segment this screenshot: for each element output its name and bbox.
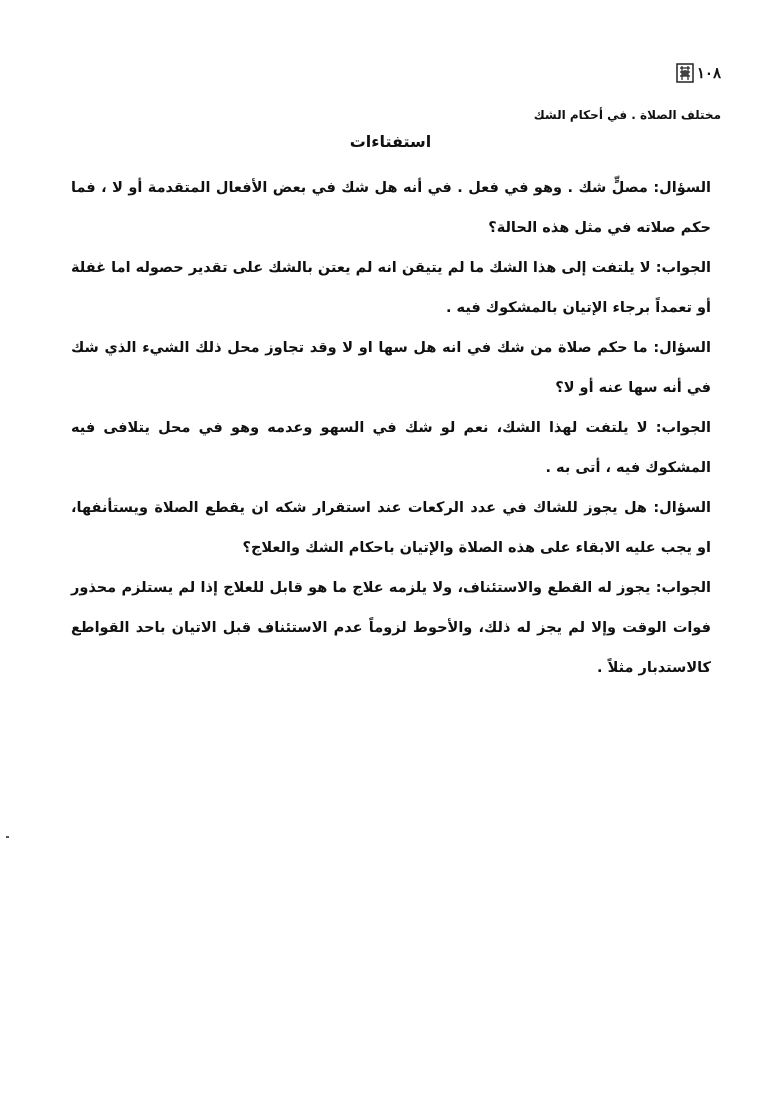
entry-label: السؤال: (653, 180, 711, 196)
entry-text: هل يجوز للشاك في عدد الركعات عند استقرار شكه ان يقطع الصلاة ويستأنفها، او يجب عليه الابقاء على هذه الصلاة والإتيان باحكام الشك والعلاج؟ (71, 500, 711, 556)
running-title: مختلف الصلاة . في أحكام الشك (533, 108, 721, 122)
qa-entry (71, 488, 711, 568)
qa-entry (71, 168, 711, 248)
page-number (675, 62, 721, 84)
page-number-text: ١٠٨ (696, 64, 721, 82)
qa-entry (71, 328, 711, 408)
entry-label: السؤال: (653, 500, 711, 516)
qa-content (71, 168, 711, 688)
entry-label: السؤال: (653, 340, 711, 356)
entry-label: الجواب: (655, 580, 711, 596)
qa-entry (71, 248, 711, 328)
section-title: استفتاءات (349, 132, 432, 151)
page-header (421, 62, 721, 122)
scan-speck (6, 836, 9, 838)
entry-text: لا يلتفت لهذا الشك، نعم لو شك في السهو وعدمه وهو في محل يتلافى فيه المشكوك فيه ، أتى به . (71, 420, 711, 476)
entry-text: يجوز له القطع والاستئناف، ولا يلزمه علاج ما هو قابل للعلاج إذا لم يستلزم محذور فوات الوقت وإلا لم يجز له ذلك، والأحوط لزوماً عدم الاستئناف قبل الاتيان باحد القواطع كالاستدبار مثلاً . (71, 580, 711, 676)
qa-entry (71, 568, 711, 688)
entry-label: الجواب: (655, 420, 711, 436)
entry-label: الجواب: (655, 260, 711, 276)
entry-text: مصلٍّ شك . وهو في فعل . في أنه هل شك في بعض الأفعال المتقدمة أو لا ، فما حكم صلاته في مثل هذه الحالة؟ (71, 180, 711, 236)
entry-text: ما حكم صلاة من شك في انه هل سها او لا وقد تجاوز محل ذلك الشيء الذي شك في أنه سها عنه أو لا؟ (71, 340, 711, 396)
qa-entry (71, 408, 711, 488)
entry-text: لا يلتفت إلى هذا الشك ما لم يتيقن انه لم يعتن بالشك على تقدير حصوله اما غفلة أو تعمداً برجاء الإتيان بالمشكوك فيه . (71, 260, 711, 316)
emblem-icon (675, 62, 695, 84)
